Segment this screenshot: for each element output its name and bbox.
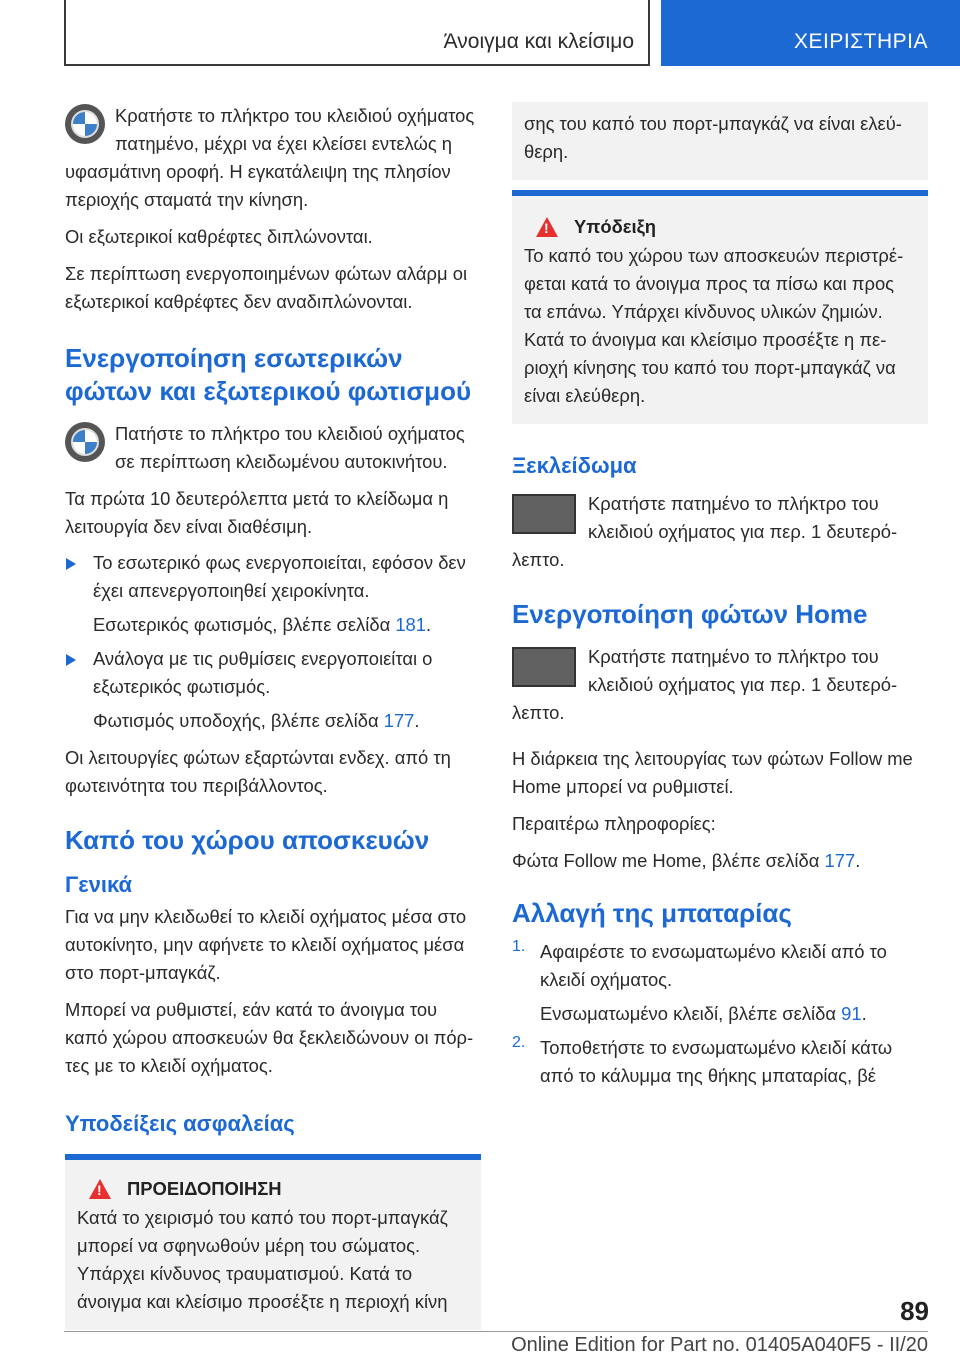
triangle-bullet-icon	[66, 558, 76, 570]
paragraph: Κρατήστε το πλήκτρο του κλειδιού οχήματος πατημένο, μέχρι να έχει κλείσει εντελώς η υφασμάτινη οροφή. Η εγκατάλειψη της πλησίον περιοχής σταματά την κίνηση.	[65, 105, 475, 210]
heading-unlock: Ξεκλείδωμα	[512, 453, 637, 478]
heading-general: Γενικά	[65, 872, 133, 897]
chapter-title: Άνοιγμα και κλείσιμο	[443, 30, 634, 53]
note-box	[512, 190, 928, 424]
header-section-box	[661, 0, 960, 66]
header-chapter-box	[64, 0, 650, 66]
paragraph: Πατήστε το πλήκτρο του κλειδιού οχήματος σε περίπτωση κλειδωμένου αυτοκινήτου.	[65, 420, 481, 476]
list-item: 2. Τοποθετήστε το ενσωματωμένο κλειδί κάτω από το κάλυμμα της θήκης μπαταρίας, βέ	[512, 1034, 893, 1086]
page-reference: Φώτα Follow me Home, βλέπε σελίδα 177.	[512, 850, 861, 871]
paragraph: Η διάρκεια της λειτουργίας των φώτων Follow me Home μπορεί να ρυθμιστεί.	[512, 748, 913, 797]
page-link[interactable]: 177	[824, 850, 856, 871]
paragraph: Κρατήστε πατημένο το πλήκτρο του κλειδιού οχήματος για περ. 1 δευτερόλεπτο.	[512, 646, 898, 723]
page-reference: Ενσωματωμένο κλειδί, βλέπε σελίδα 91.	[540, 1003, 867, 1024]
footer-divider	[64, 1331, 928, 1332]
heading-safety: Υποδείξεις ασφαλείας	[65, 1111, 295, 1136]
numbered-list	[512, 1034, 928, 1090]
heading-trunk: Καπό του χώρου αποσκευών	[65, 825, 430, 855]
section-title: ΧΕΙΡΙΣΤΗΡΙΑ	[793, 30, 928, 53]
paragraph: Μπορεί να ρυθμιστεί, εάν κατά το άνοιγμα του καπό χώρου αποσκευών θα ξεκλειδώνουν οι πόρτες με το κλειδί οχήματος.	[65, 999, 474, 1076]
warning-text: Κατά το χειρισμό του καπό του πορτ-μπαγκάζ μπορεί να σφηνωθούν μέρη του σώματος. Υπάρχει κίνδυνος τραυματισμού. Κατά το άνοιγμα και κλείσιμο προσέξτε η περιοχή κίνη	[77, 1207, 448, 1312]
bullet-list	[65, 645, 481, 701]
note-text: Το καπό του χώρου των αποσκευών περιστρέφεται κατά το άνοιγμα προς τα πίσω και προς τα επάνω. Υπάρχει κίνδυνος υλικών ζημιών. Κατά το άνοιγμα και κλείσιμο προσέξτε η περιοχή κίνησης του καπό του πορτ-μπαγκάζ να είναι ελεύθερη.	[524, 245, 904, 406]
warning-box	[65, 1154, 481, 1330]
list-item: 1. Αφαιρέστε το ενσωματωμένο κλειδί από το κλειδί οχήματος.	[512, 938, 887, 990]
bmw-key-icon	[65, 104, 115, 156]
bullet-list	[65, 549, 481, 605]
step-number: 1.	[512, 938, 526, 955]
list-item: Το εσωτερικό φως ενεργοποιείται, εφόσον δεν έχει απενεργοποιηθεί χειροκίνητα.	[65, 549, 481, 605]
paragraph: Περαιτέρω πληροφορίες:	[512, 813, 716, 834]
footer-edition: Online Edition for Part no. 01405A040F5 - II/20	[511, 1334, 928, 1356]
warning-text: σης του καπό του πορτ-μπαγκάζ να είναι ελεύθερη.	[524, 113, 902, 162]
triangle-bullet-icon	[66, 654, 76, 666]
heading-home-lights: Ενεργοποίηση φώτων Home	[512, 599, 868, 629]
page-number: 89	[900, 1296, 929, 1326]
page-link[interactable]: 91	[841, 1003, 862, 1024]
left-column	[65, 102, 481, 1330]
page-link[interactable]: 177	[383, 710, 415, 731]
page-link[interactable]: 181	[395, 614, 427, 635]
numbered-list	[512, 938, 928, 994]
warning-box-continued	[512, 102, 928, 180]
warning-title: ΠΡΟΕΙΔΟΠΟΙΗΣΗ	[127, 1178, 282, 1199]
note-title: Υπόδειξη	[574, 216, 656, 237]
page-reference: Εσωτερικός φωτισμός, βλέπε σελίδα 181.	[93, 614, 432, 635]
heading-battery: Αλλαγή της μπαταρίας	[512, 898, 792, 928]
warning-icon	[89, 1179, 111, 1199]
paragraph: Για να μην κλειδωθεί το κλειδί οχήματος μέσα στο αυτοκίνητο, μην αφήνετε το κλειδί οχήματος μέσα στο πορτ-μπαγκάζ.	[65, 906, 467, 983]
paragraph: Σε περίπτωση ενεργοποιημένων φώτων αλάρμ οι εξωτερικοί καθρέφτες δεν αναδιπλώνονται.	[65, 263, 468, 312]
paragraph: Κρατήστε πατημένο το πλήκτρο του κλειδιού οχήματος για περ. 1 δευτερόλεπτο.	[512, 493, 898, 570]
bmw-key-icon	[65, 422, 115, 474]
paragraph: Οι λειτουργίες φώτων εξαρτώνται ενδεχ. από τη φωτεινότητα του περιβάλλοντος.	[65, 747, 451, 796]
paragraph: Τα πρώτα 10 δευτερόλεπτα μετά το κλείδωμα η λειτουργία δεν είναι διαθέσιμη.	[65, 488, 449, 537]
page-reference: Φωτισμός υποδοχής, βλέπε σελίδα 177.	[93, 710, 420, 731]
trunk-button-icon	[512, 494, 576, 534]
warning-icon	[536, 217, 558, 237]
home-lights-button-icon	[512, 647, 576, 687]
paragraph: Οι εξωτερικοί καθρέφτες διπλώνονται.	[65, 226, 373, 247]
heading-lights: Ενεργοποίηση εσωτερικών φώτων και εξωτερικού φωτισμού	[65, 343, 472, 406]
list-item: Ανάλογα με τις ρυθμίσεις ενεργοποιείται ο εξωτερικός φωτισμός.	[65, 645, 481, 701]
right-column	[512, 102, 928, 1096]
step-number: 2.	[512, 1034, 526, 1051]
